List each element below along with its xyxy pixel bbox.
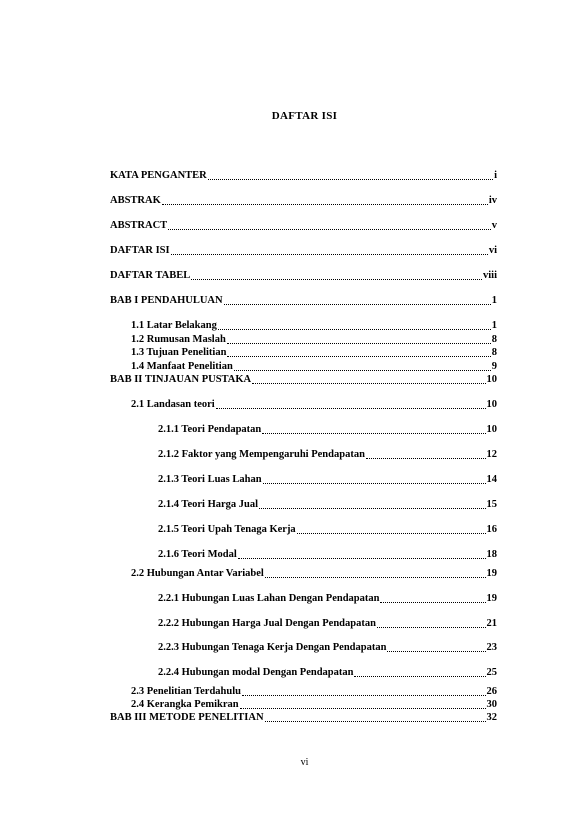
toc-entry-label: DAFTAR TABEL: [110, 270, 191, 281]
toc-entry-label: ABSTRAK: [110, 195, 161, 206]
dot-leader: [171, 245, 488, 255]
dot-leader: [354, 667, 485, 677]
toc-entry-label: 1.4 Manfaat Penelitian: [131, 361, 233, 372]
toc-entry: [131, 686, 497, 698]
toc-entry: [131, 699, 497, 711]
toc-entry-page: 15: [486, 499, 497, 510]
toc-entry-label: 2.1.2 Faktor yang Mempengaruhi Pendapatan: [158, 449, 365, 460]
toc-entry-page: 1: [491, 320, 497, 331]
toc-entry-page: 25: [486, 667, 497, 678]
dot-leader: [387, 642, 485, 652]
toc-entry: [110, 170, 497, 182]
dot-leader: [366, 449, 486, 459]
dot-leader: [191, 270, 482, 280]
toc-entry: [110, 195, 497, 207]
toc-entry: [158, 618, 497, 630]
dot-leader: [162, 195, 488, 205]
toc-entry-label: 2.1.1 Teori Pendapatan: [158, 424, 262, 435]
toc-entry-label: 1.1 Latar Belakang: [131, 320, 217, 331]
toc-entry-page: 8: [491, 347, 497, 358]
toc-entry-page: 10: [486, 374, 497, 385]
toc-entry-label: 2.2.2 Hubungan Harga Jual Dengan Pendapatan: [158, 618, 376, 629]
toc-entry-page: 19: [486, 593, 497, 604]
dot-leader: [297, 524, 486, 534]
dot-leader: [227, 347, 490, 357]
toc-entry-page: 10: [486, 424, 497, 435]
toc-entry-page: 9: [491, 361, 497, 372]
toc-entry-label: ABSTRACT: [110, 220, 168, 231]
dot-leader: [218, 320, 491, 330]
toc-entry-page: 32: [486, 712, 497, 723]
toc-entry: [158, 424, 497, 436]
dot-leader: [252, 374, 485, 384]
dot-leader: [238, 549, 486, 559]
toc-entry: [131, 568, 497, 580]
toc-entry-page: 14: [486, 474, 497, 485]
toc-entry: [158, 549, 497, 561]
dot-leader: [240, 699, 486, 709]
toc-entry: [131, 399, 497, 411]
dot-leader: [234, 361, 491, 371]
dot-leader: [265, 568, 486, 578]
toc-entry-page: vi: [488, 245, 497, 256]
dot-leader: [259, 499, 485, 509]
toc-entry-label: 2.1.4 Teori Harga Jual: [158, 499, 259, 510]
toc-entry-page: 30: [486, 699, 497, 710]
toc-entry: [158, 642, 497, 654]
toc-entry-page: viii: [482, 270, 497, 281]
toc-entry-page: 8: [491, 334, 497, 345]
toc-entry-page: 10: [486, 399, 497, 410]
toc-entry-page: iv: [488, 195, 497, 206]
dot-leader: [263, 474, 486, 484]
dot-leader: [168, 220, 491, 230]
toc-entry-page: 26: [486, 686, 497, 697]
toc-entry-label: KATA PENGANTER: [110, 170, 207, 181]
toc-entry: [158, 474, 497, 486]
toc-entry: [131, 334, 497, 346]
toc-entry: [110, 245, 497, 257]
toc-entry-page: i: [494, 170, 497, 181]
dot-leader: [262, 424, 485, 434]
toc-entry-label: BAB II TINJAUAN PUSTAKA: [110, 374, 252, 385]
toc-entry-label: BAB III METODE PENELITIAN: [110, 712, 264, 723]
dot-leader: [208, 170, 493, 180]
dot-leader: [216, 399, 486, 409]
toc-entry-label: 2.2.3 Hubungan Tenaga Kerja Dengan Pendapatan: [158, 642, 387, 653]
toc-entry: [131, 361, 497, 373]
toc-entry: [110, 712, 497, 724]
toc-entry: [131, 347, 497, 359]
toc-entry: [158, 499, 497, 511]
dot-leader: [265, 712, 486, 722]
toc-entry-page: 21: [486, 618, 497, 629]
toc-entry-page: 1: [491, 295, 497, 306]
toc-entry-label: 2.3 Penelitian Terdahulu: [131, 686, 241, 697]
toc-entry-label: 2.1.6 Teori Modal: [158, 549, 237, 560]
toc-entry: [110, 374, 497, 386]
toc-entry-label: 2.1.3 Teori Luas Lahan: [158, 474, 262, 485]
toc-entry-label: DAFTAR ISI: [110, 245, 170, 256]
toc-entry-label: 2.2.1 Hubungan Luas Lahan Dengan Pendapatan: [158, 593, 380, 604]
toc-entry-label: 2.2 Hubungan Antar Variabel: [131, 568, 264, 579]
toc-entry-page: 16: [486, 524, 497, 535]
toc-entry: [158, 524, 497, 536]
dot-leader: [227, 334, 491, 344]
toc-entry: [158, 667, 497, 679]
toc-entry-label: 2.4 Kerangka Pemikran: [131, 699, 239, 710]
toc-entry: [131, 320, 497, 332]
toc-entry-page: v: [491, 220, 497, 231]
dot-leader: [380, 593, 485, 603]
toc-entry: [110, 295, 497, 307]
toc-entry-label: 2.1 Landasan teori: [131, 399, 215, 410]
dot-leader: [224, 295, 491, 305]
toc-entry-label: BAB I PENDAHULUAN: [110, 295, 223, 306]
toc-entry-page: 12: [486, 449, 497, 460]
page-title: DAFTAR ISI: [271, 110, 338, 122]
dot-leader: [377, 618, 486, 628]
toc-entry-page: 23: [486, 642, 497, 653]
toc-entry-label: 1.2 Rumusan Maslah: [131, 334, 226, 345]
toc-entry: [158, 449, 497, 461]
toc-entry-label: 2.2.4 Hubungan modal Dengan Pendapatan: [158, 667, 354, 678]
toc-entry: [110, 270, 497, 282]
toc-entry-label: 1.3 Tujuan Penelitian: [131, 347, 227, 358]
toc-entry: [110, 220, 497, 232]
toc-entry-page: 18: [486, 549, 497, 560]
dot-leader: [242, 686, 486, 696]
toc-entry-label: 2.1.5 Teori Upah Tenaga Kerja: [158, 524, 296, 535]
toc-entry: [158, 593, 497, 605]
toc-entry-page: 19: [486, 568, 497, 579]
page-number: vi: [300, 757, 309, 768]
